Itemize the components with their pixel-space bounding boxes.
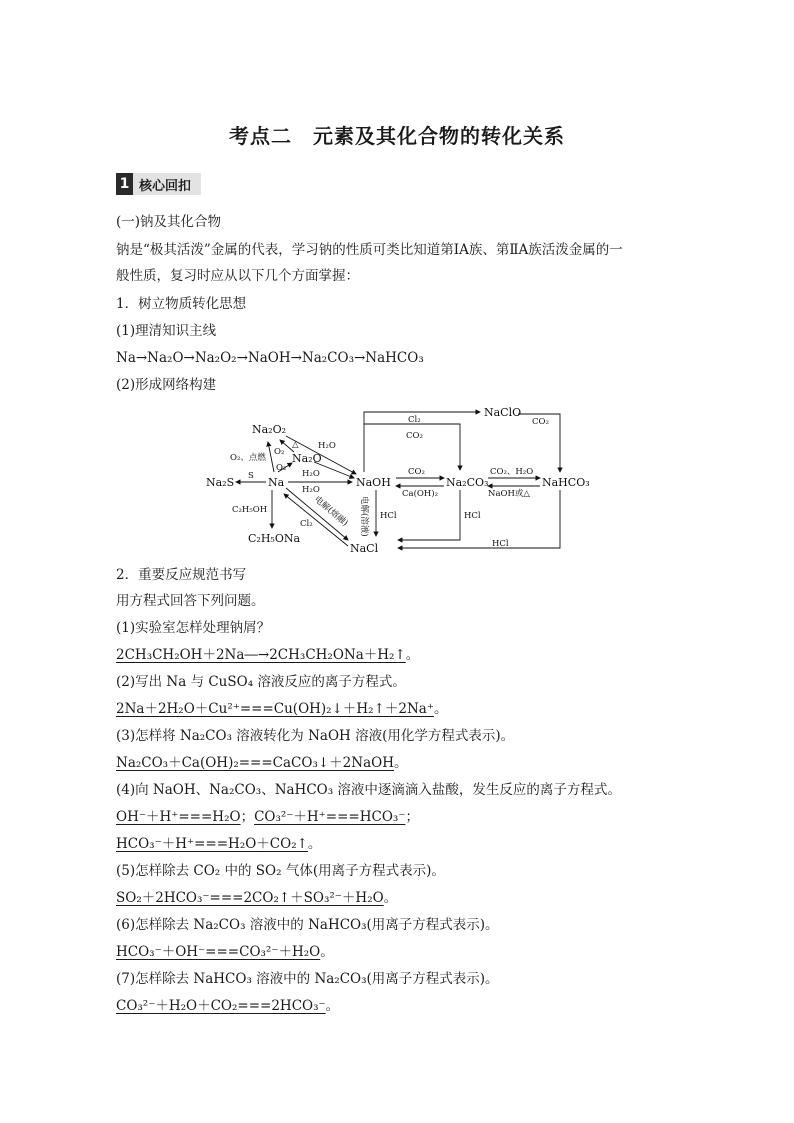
answer-4b-equation: CO₃²⁻＋H⁺===HCO₃⁻ — [254, 809, 406, 825]
label-hcl-c: HCl — [492, 539, 509, 549]
node-c2h5ona: C₂H₅ONa — [248, 532, 301, 545]
label-co2-mid: CO₂ — [408, 467, 425, 477]
node-na2o: Na₂O — [292, 452, 322, 465]
heading-2: 2．重要反应规范书写 — [116, 567, 247, 583]
label-caoh2: Ca(OH)₂ — [402, 489, 438, 499]
answer-7-equation: CO₃²⁻＋H₂O＋CO₂===2HCO₃⁻ — [116, 998, 326, 1014]
section-label: 核心回扣 — [139, 178, 192, 194]
label-o2-a: O₂ — [274, 447, 285, 457]
label-c2h5oh: C₂H₅OH — [232, 505, 268, 515]
answer-1: 2CH₃CH₂OH＋2Na―→2CH₃CH₂ONa＋H₂↑。 — [116, 647, 420, 663]
node-nacl: NaCl — [350, 542, 379, 555]
answer-2: 2Na＋2H₂O＋Cu²⁺===Cu(OH)₂↓＋H₂↑＋2Na⁺。 — [116, 701, 448, 717]
label-co2-top: CO₂ — [406, 431, 423, 441]
label-o2-diancan: O₂、点燃 — [230, 453, 266, 463]
label-h2o-b: H₂O — [302, 469, 320, 479]
answer-3-equation: Na₂CO₃＋Ca(OH)₂===CaCO₃↓＋2NaOH — [116, 755, 394, 771]
label-electrolysis-solution: 电解(溶液) — [359, 496, 369, 537]
heading-1-2: (2)形成网络构建 — [116, 377, 217, 393]
section-number: 1 — [116, 173, 133, 195]
label-cl2-low: Cl₂ — [300, 519, 313, 529]
arrow-naoh-naclo — [364, 412, 480, 472]
question-1: (1)实验室怎样处理钠屑？ — [116, 620, 271, 636]
question-7: (7)怎样除去 NaHCO₃ 溶液中的 Na₂CO₃(用离子方程式表示)。 — [116, 971, 499, 987]
node-na2co3: Na₂CO₃ — [446, 476, 489, 489]
answer-4c-equation: HCO₃⁻＋H⁺===H₂O＋CO₂↑ — [116, 836, 308, 852]
heading-1-1: (1)理清知识主线 — [116, 323, 217, 339]
conversion-network-diagram — [196, 400, 596, 555]
node-naclo: NaClO — [484, 406, 522, 419]
answer-4a-equation: OH⁻＋H⁺===H₂O — [116, 809, 241, 825]
answer-7: CO₃²⁻＋H₂O＋CO₂===2HCO₃⁻。 — [116, 998, 340, 1014]
network-svg — [196, 400, 596, 555]
question-4: (4)向 NaOH、Na₂CO₃、NaHCO₃ 溶液中逐滴滴入盐酸，发生反应的离子方程式。 — [116, 782, 621, 798]
conversion-chain: Na→Na₂O→Na₂O₂→NaOH→Na₂CO₃→NaHCO₃ — [116, 350, 424, 366]
question-6: (6)怎样除去 Na₂CO₃ 溶液中的 NaHCO₃(用离子方程式表示)。 — [116, 917, 499, 933]
sub-heading: (一)钠及其化合物 — [116, 214, 222, 230]
label-o2-b: O₂ — [276, 463, 287, 473]
node-na2s: Na₂S — [206, 476, 235, 489]
answer-6: HCO₃⁻＋OH⁻===CO₃²⁻＋H₂O。 — [116, 944, 334, 960]
question-5: (5)怎样除去 CO₂ 中的 SO₂ 气体(用离子方程式表示)。 — [116, 863, 445, 879]
answer-5-equation: SO₂＋2HCO₃⁻===2CO₂↑＋SO₃²⁻＋H₂O — [116, 890, 384, 906]
answer-4-line-1: OH⁻＋H⁺===H₂O；CO₃²⁻＋H⁺===HCO₃⁻； — [116, 809, 419, 825]
intro-line-1: 钠是“极其活泼”金属的代表，学习钠的性质可类比知道第ⅠA族、第ⅡA族活泼金属的一 — [116, 242, 623, 258]
question-3: (3)怎样将 Na₂CO₃ 溶液转化为 NaOH 溶液(用化学方程式表示)。 — [116, 728, 515, 744]
label-delta: △ — [292, 440, 299, 450]
section-badge — [116, 173, 201, 195]
answer-4-line-2: HCO₃⁻＋H⁺===H₂O＋CO₂↑。 — [116, 836, 322, 852]
label-cl2-top: Cl₂ — [408, 415, 421, 425]
label-electrolysis-melt: 电解(熔融) — [312, 494, 350, 529]
node-na: Na — [268, 476, 285, 489]
answer-3: Na₂CO₃＋Ca(OH)₂===CaCO₃↓＋2NaOH。 — [116, 755, 408, 771]
label-co2-h2o: CO₂、H₂O — [490, 467, 534, 477]
answer-2-equation: 2Na＋2H₂O＋Cu²⁺===Cu(OH)₂↓＋H₂↑＋2Na⁺ — [116, 701, 434, 717]
label-h2o-c: H₂O — [302, 485, 320, 495]
label-hcl-b: HCl — [464, 511, 481, 521]
label-h2o-a: H₂O — [318, 441, 336, 451]
answer-1-equation: 2CH₃CH₂OH＋2Na―→2CH₃CH₂ONa＋H₂↑ — [116, 647, 406, 663]
page-title: 考点二 元素及其化合物的转化关系 — [229, 124, 565, 148]
node-naoh: NaOH — [356, 476, 391, 489]
intro-line-2: 般性质，复习时应从以下几个方面掌握： — [116, 268, 359, 284]
node-na2o2: Na₂O₂ — [252, 423, 287, 436]
node-nahco3: NaHCO₃ — [542, 476, 590, 489]
heading-1: 1．树立物质转化思想 — [116, 296, 247, 312]
label-hcl-a: HCl — [380, 511, 397, 521]
question-2: (2)写出 Na 与 CuSO₄ 溶液反应的离子方程式。 — [116, 674, 406, 690]
label-naoh-or-delta: NaOH或△ — [488, 489, 530, 499]
label-co2-right: CO₂ — [532, 417, 549, 427]
answer-5: SO₂＋2HCO₃⁻===2CO₂↑＋SO₃²⁻＋H₂O。 — [116, 890, 398, 906]
heading-2-intro: 用方程式回答下列问题。 — [116, 593, 265, 609]
answer-6-equation: HCO₃⁻＋OH⁻===CO₃²⁻＋H₂O — [116, 944, 321, 960]
label-s: S — [248, 471, 254, 481]
